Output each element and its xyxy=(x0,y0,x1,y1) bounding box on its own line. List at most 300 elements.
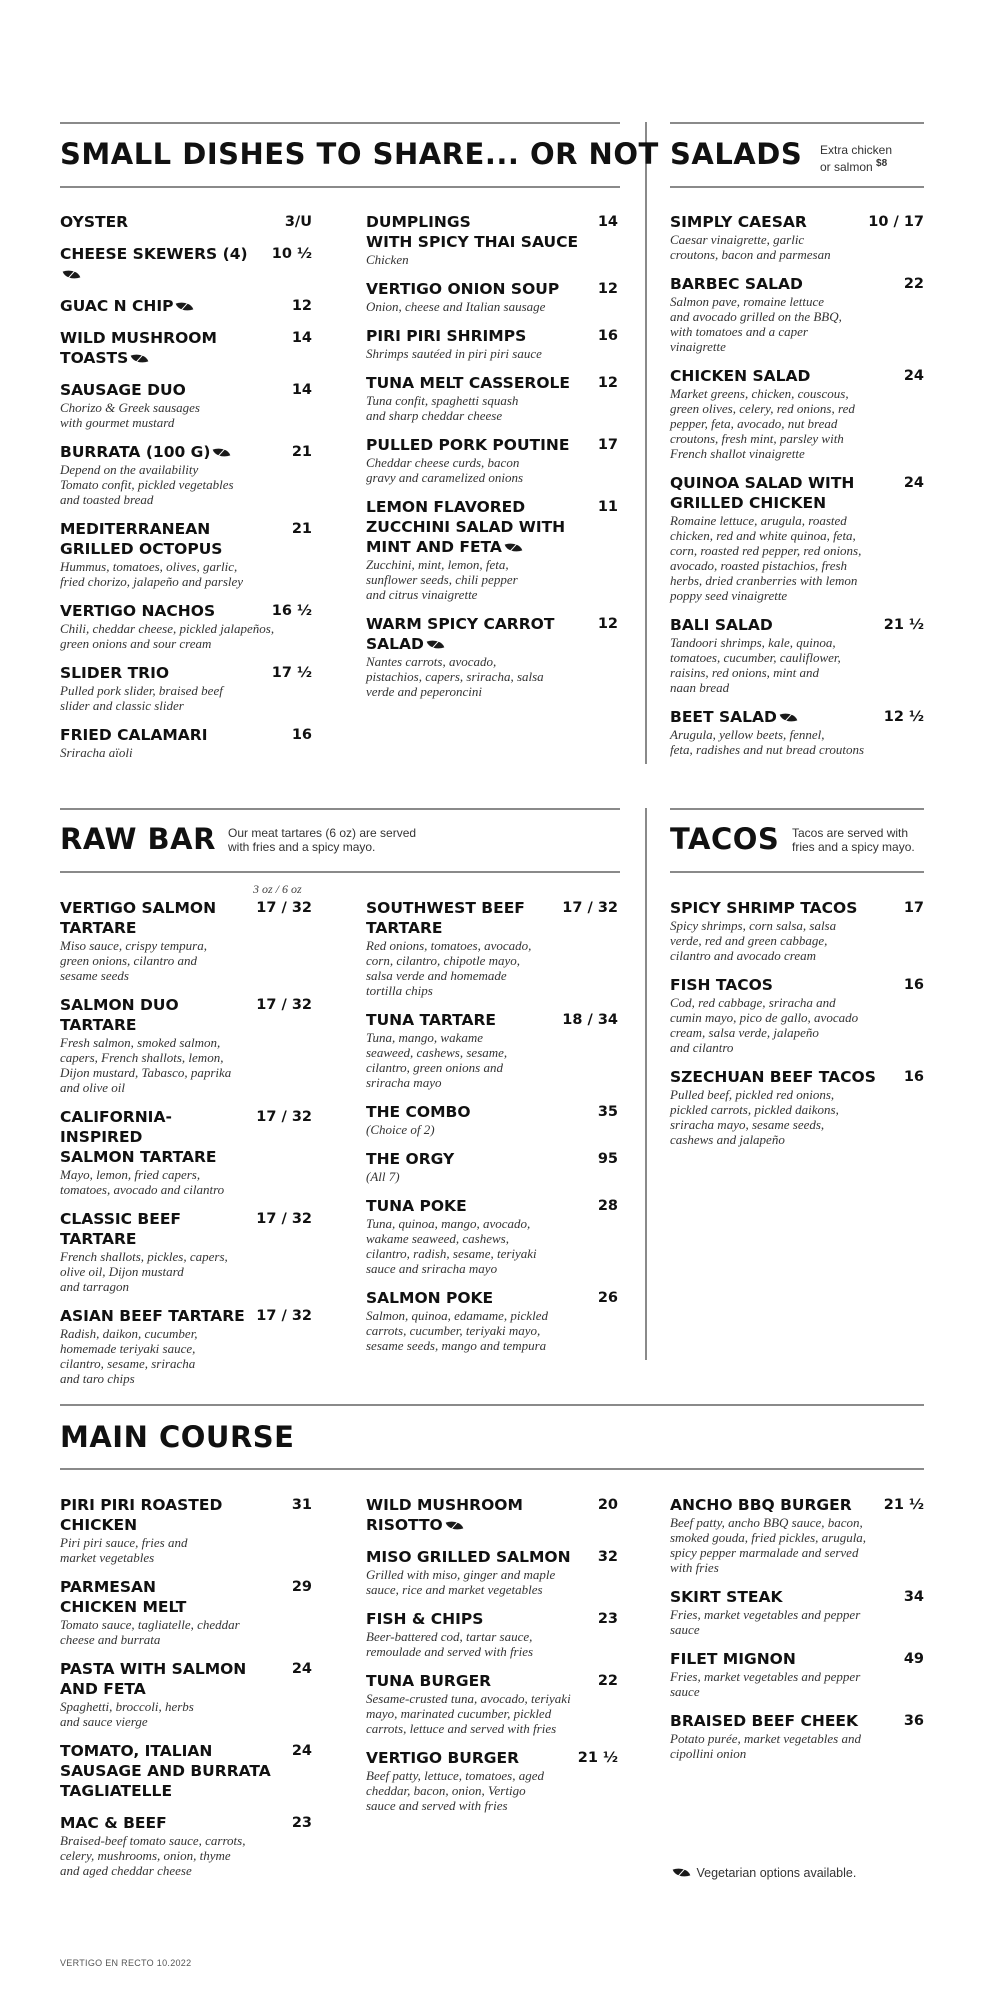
menu-item-price: 22 xyxy=(597,1673,618,1689)
menu-item-name xyxy=(60,1813,175,1833)
salads-title: SALADS xyxy=(670,137,803,171)
menu-item-description: Radish, daikon, cucumber, homemade teriyaki sauce, cilantro, sesame, sriracha and taro chips xyxy=(60,1326,198,1386)
menu-item xyxy=(60,212,312,232)
menu-item xyxy=(60,601,312,651)
menu-item-price: 17 / 32 xyxy=(256,1211,312,1227)
menu-item-name xyxy=(670,1649,804,1669)
menu-item-name xyxy=(366,614,562,654)
menu-item-description: Beef patty, lettuce, tomatoes, aged cheddar, bacon, onion, Vertigo sauce and served with fries xyxy=(366,1768,544,1813)
menu-item-price: 17 / 32 xyxy=(562,900,618,916)
menu-item-name xyxy=(670,707,804,727)
menu-item-price: 14 xyxy=(597,214,618,230)
main-course-col2 xyxy=(366,1495,618,1825)
menu-item-name xyxy=(366,1010,504,1030)
menu-item-name-text: FRIED CALAMARI xyxy=(60,726,208,744)
menu-item-price: 10 ½ xyxy=(271,246,312,262)
menu-item-name-text: SIMPLY CAESAR xyxy=(670,213,807,231)
menu-item-name xyxy=(60,663,177,683)
menu-item-description: Grilled with miso, ginger and maple sauce, rice and market vegetables xyxy=(366,1567,556,1597)
menu-item-name-text: VERTIGO NACHOS xyxy=(60,602,216,620)
raw-bar-col2 xyxy=(366,898,618,1365)
menu-item-name-text: SLIDER TRIO xyxy=(60,664,170,682)
footer-text: VERTIGO EN RECTO 10.2022 xyxy=(60,1958,192,1968)
menu-item-description: Tomato sauce, tagliatelle, cheddar cheese and burrata xyxy=(60,1617,240,1647)
menu-item-name-text: VERTIGO BURGER xyxy=(366,1749,520,1767)
menu-item-description: Miso sauce, crispy tempura, green onions, cilantro and sesame seeds xyxy=(60,938,207,983)
menu-item xyxy=(366,1149,618,1184)
menu-item xyxy=(670,473,924,603)
menu-item-name xyxy=(60,442,237,462)
menu-item-header xyxy=(60,601,312,621)
leaf-icon xyxy=(213,445,231,460)
menu-item-description: Pulled beef, pickled red onions, pickled carrots, pickled daikons, sriracha mayo, sesame seeds, cashews and jalapeño xyxy=(670,1087,839,1147)
menu-item-description: Cheddar cheese curds, bacon gravy and caramelized onions xyxy=(366,455,524,485)
menu-item-name-text: CHICKEN SALAD xyxy=(670,367,811,385)
menu-item-name-text: ASIAN BEEF TARTARE xyxy=(60,1307,245,1325)
menu-item-price: 95 xyxy=(597,1151,618,1167)
menu-item-description: Arugula, yellow beets, fennel, feta, radishes and nut bread croutons xyxy=(670,727,865,757)
menu-item-name-text: PASTA WITH SALMON AND FETA xyxy=(60,1660,247,1698)
top-rule-right xyxy=(670,122,924,124)
menu-item-name xyxy=(670,274,811,294)
menu-item-price: 24 xyxy=(903,368,924,384)
salads-note-text: or salmon xyxy=(820,160,873,174)
menu-item-name-text: SOUTHWEST BEEF TARTARE xyxy=(366,899,525,937)
menu-item-price: 12 xyxy=(597,281,618,297)
small-dishes-col1 xyxy=(60,212,312,772)
menu-item xyxy=(670,274,924,354)
menu-item xyxy=(60,898,312,983)
menu-item-description: Zucchini, mint, lemon, feta, sunflower seeds, chili pepper and citrus vinaigrette xyxy=(366,557,518,602)
menu-item xyxy=(670,975,924,1055)
menu-item-price: 23 xyxy=(291,1815,312,1831)
menu-item xyxy=(60,1741,312,1801)
menu-item-header xyxy=(366,1102,618,1122)
menu-item xyxy=(670,615,924,695)
menu-item-name-text: VERTIGO ONION SOUP xyxy=(366,280,560,298)
menu-item-name-text: FISH TACOS xyxy=(670,976,773,994)
menu-item-description: Chicken xyxy=(366,252,409,267)
menu-item-header xyxy=(670,1067,924,1087)
menu-item-price: 16 ½ xyxy=(271,603,312,619)
menu-item-header xyxy=(60,1306,312,1326)
menu-item-name-text: PULLED PORK POUTINE xyxy=(366,436,570,454)
menu-item-price: 26 xyxy=(597,1290,618,1306)
salads-title-rule xyxy=(670,186,924,188)
raw-bar-top-rule xyxy=(60,808,620,810)
menu-item-price: 21 ½ xyxy=(883,617,924,633)
menu-item-header xyxy=(60,380,312,400)
raw-bar-note-line1: Our meat tartares (6 oz) are served xyxy=(228,826,417,840)
menu-item-header xyxy=(366,212,618,252)
menu-item-name xyxy=(670,975,781,995)
menu-item-name-text: FILET MIGNON xyxy=(670,1650,796,1668)
menu-item-header xyxy=(670,1711,924,1731)
menu-item-price: 22 xyxy=(903,276,924,292)
menu-item-header xyxy=(366,898,618,938)
menu-item-description: Spicy shrimps, corn salsa, salsa verde, red and green cabbage, cilantro and avocado cream xyxy=(670,918,837,963)
menu-item-description: Tuna confit, spaghetti squash and sharp cheddar cheese xyxy=(366,393,519,423)
salads-extra-note xyxy=(820,143,892,174)
menu-item xyxy=(366,1671,618,1736)
menu-item-name-text: MEDITERRANEAN GRILLED OCTOPUS xyxy=(60,520,223,558)
menu-item-header xyxy=(366,1149,618,1169)
menu-item-name xyxy=(60,519,230,559)
menu-item xyxy=(366,373,618,423)
menu-item-description: Pulled pork slider, braised beef slider and classic slider xyxy=(60,683,223,713)
menu-item-header xyxy=(366,1010,618,1030)
menu-item-name-text: TUNA BURGER xyxy=(366,1672,492,1690)
menu-item xyxy=(670,707,924,757)
menu-item-header xyxy=(366,435,618,455)
menu-item-name xyxy=(670,473,862,513)
menu-item-name xyxy=(670,1587,790,1607)
menu-item-header xyxy=(366,1495,618,1535)
menu-item-price: 17 xyxy=(903,900,924,916)
menu-item-header xyxy=(670,1649,924,1669)
menu-item-description: (All 7) xyxy=(366,1169,400,1184)
menu-item-header xyxy=(60,1659,312,1699)
menu-item-description: Piri piri sauce, fries and market vegetables xyxy=(60,1535,188,1565)
menu-item xyxy=(60,1813,312,1878)
menu-item-header xyxy=(60,1813,312,1833)
menu-item-description: Salmon pave, romaine lettuce and avocado grilled on the BBQ, with tomatoes and a caper vinaigrette xyxy=(670,294,842,354)
menu-item-price: 11 xyxy=(597,499,618,515)
menu-item-header xyxy=(670,615,924,635)
menu-item-header xyxy=(60,663,312,683)
menu-item-name xyxy=(60,244,272,284)
menu-item-header xyxy=(366,497,618,557)
menu-item-header xyxy=(60,212,312,232)
main-course-col1 xyxy=(60,1495,312,1890)
menu-item-price: 17 / 32 xyxy=(256,1308,312,1324)
raw-bar-title: RAW BAR xyxy=(60,822,216,856)
salads-list xyxy=(670,212,924,769)
menu-item-name xyxy=(366,1102,479,1122)
menu-item-price: 12 xyxy=(597,375,618,391)
menu-item xyxy=(60,1495,312,1565)
menu-item-header xyxy=(366,1671,618,1691)
menu-item-description: Tuna, mango, wakame seaweed, cashews, sesame, cilantro, green onions and sriracha mayo xyxy=(366,1030,508,1090)
tacos-note xyxy=(792,826,915,854)
menu-item-name xyxy=(60,1107,256,1167)
menu-item-name xyxy=(670,898,865,918)
menu-item-header xyxy=(366,614,618,654)
menu-item-header xyxy=(670,473,924,513)
menu-item-name-text: BALI SALAD xyxy=(670,616,773,634)
vegetarian-note-text: Vegetarian options available. xyxy=(696,1866,857,1880)
menu-item-name-text: PIRI PIRI SHRIMPS xyxy=(366,327,527,345)
menu-item xyxy=(366,1495,618,1535)
menu-item xyxy=(366,1748,618,1813)
menu-item-price: 21 ½ xyxy=(883,1497,924,1513)
menu-item-price: 49 xyxy=(903,1651,924,1667)
menu-item-price: 29 xyxy=(291,1579,312,1595)
menu-item-header xyxy=(670,212,924,232)
menu-item-header xyxy=(366,373,618,393)
menu-item-name-text: DUMPLINGS WITH SPICY THAI SAUCE xyxy=(366,213,579,251)
menu-item-description: Spaghetti, broccoli, herbs and sauce vierge xyxy=(60,1699,194,1729)
menu-item xyxy=(670,1711,924,1761)
leaf-icon xyxy=(505,540,523,555)
menu-item-name xyxy=(60,212,136,232)
menu-item-price: 32 xyxy=(597,1549,618,1565)
menu-item-name-text: GUAC N CHIP xyxy=(60,297,174,315)
menu-item-name-text: WILD MUSHROOM RISOTTO xyxy=(366,1496,523,1534)
menu-item-description: Sesame-crusted tuna, avocado, teriyaki mayo, marinated cucumber, pickled carrots, lettuce and served with fries xyxy=(366,1691,571,1736)
leaf-icon xyxy=(673,1865,691,1880)
menu-item-price: 18 / 34 xyxy=(562,1012,618,1028)
tacos-note-line2: fries and a spicy mayo. xyxy=(792,840,915,854)
raw-bar-title-rule xyxy=(60,871,620,873)
menu-item-name xyxy=(670,1495,860,1515)
column-divider-middle xyxy=(645,808,647,1360)
menu-item-header xyxy=(670,366,924,386)
menu-item xyxy=(60,1659,312,1729)
menu-item-price: 28 xyxy=(597,1198,618,1214)
menu-item-name-text: SZECHUAN BEEF TACOS xyxy=(670,1068,876,1086)
menu-item-name xyxy=(60,1659,254,1699)
menu-item-description: Beef patty, ancho BBQ sauce, bacon, smoked gouda, fried pickles, arugula, spicy pepper marmalade and served with fries xyxy=(670,1515,867,1575)
menu-item xyxy=(60,995,312,1095)
main-course-title-rule xyxy=(60,1468,924,1470)
menu-item-price: 12 xyxy=(597,616,618,632)
top-rule-left xyxy=(60,122,620,124)
menu-item-name-text: OYSTER xyxy=(60,213,129,231)
menu-item-price: 16 xyxy=(291,727,312,743)
menu-item-header xyxy=(366,1196,618,1216)
salads-note-line1: Extra chicken xyxy=(820,143,893,157)
leaf-icon xyxy=(176,299,194,314)
menu-item-header xyxy=(670,1587,924,1607)
leaf-icon xyxy=(427,637,445,652)
small-dishes-title: SMALL DISHES TO SHARE... OR NOT xyxy=(60,137,659,171)
raw-bar-note xyxy=(228,826,416,854)
menu-item xyxy=(60,1577,312,1647)
menu-item-header xyxy=(670,1495,924,1515)
menu-item-price: 21 xyxy=(291,521,312,537)
menu-item-name-text: VERTIGO SALMON TARTARE xyxy=(60,899,217,937)
menu-item-header xyxy=(366,1609,618,1629)
menu-item-name xyxy=(366,435,577,455)
menu-item-name-text: SALMON POKE xyxy=(366,1289,494,1307)
menu-item-name xyxy=(60,1741,279,1801)
menu-item-price: 21 xyxy=(291,444,312,460)
menu-item-name xyxy=(60,1306,253,1326)
menu-item-name xyxy=(60,995,187,1035)
menu-item xyxy=(366,898,618,998)
menu-item-name xyxy=(366,1748,527,1768)
leaf-icon xyxy=(445,1518,463,1533)
menu-item xyxy=(60,1107,312,1197)
menu-item-header xyxy=(366,1288,618,1308)
menu-item xyxy=(670,212,924,262)
menu-item-name-text: MISO GRILLED SALMON xyxy=(366,1548,571,1566)
menu-item-description: Fries, market vegetables and pepper sauce xyxy=(670,1607,861,1637)
raw-bar-size-note: 3 oz / 6 oz xyxy=(253,882,302,896)
menu-item-price: 16 xyxy=(903,1069,924,1085)
menu-item-price: 35 xyxy=(597,1104,618,1120)
menu-item-description: Mayo, lemon, fried capers, tomatoes, avocado and cilantro xyxy=(60,1167,225,1197)
menu-item-description: Tandoori shrimps, kale, quinoa, tomatoes, cucumber, cauliflower, raisins, red onions, mint and naan bread xyxy=(670,635,841,695)
menu-item-description: Braised-beef tomato sauce, carrots, celery, mushrooms, onion, thyme and aged cheddar cheese xyxy=(60,1833,246,1878)
menu-item-description: Fries, market vegetables and pepper sauce xyxy=(670,1669,861,1699)
menu-item xyxy=(60,1209,312,1294)
menu-item-price: 17 ½ xyxy=(271,665,312,681)
menu-item-name-text: FISH & CHIPS xyxy=(366,1610,484,1628)
menu-item-description: Salmon, quinoa, edamame, pickled carrots, cucumber, teriyaki mayo, sesame seeds, mango and tempura xyxy=(366,1308,548,1353)
menu-item-name xyxy=(366,212,586,252)
menu-item-description: Caesar vinaigrette, garlic croutons, bacon and parmesan xyxy=(670,232,831,262)
menu-item-header xyxy=(60,1741,312,1801)
menu-item-description: Onion, cheese and Italian sausage xyxy=(366,299,546,314)
menu-item-name-text: SKIRT STEAK xyxy=(670,1588,783,1606)
menu-item xyxy=(366,435,618,485)
menu-item-price: 24 xyxy=(291,1743,312,1759)
tacos-list xyxy=(670,898,924,1159)
menu-item-name xyxy=(670,366,818,386)
menu-item-price: 17 xyxy=(597,437,618,453)
raw-bar-note-line2: with fries and a spicy mayo. xyxy=(228,840,376,854)
menu-item-header xyxy=(60,995,312,1035)
menu-item-name-text: CHEESE SKEWERS (4) xyxy=(60,245,248,263)
menu-item-name xyxy=(366,1671,499,1691)
menu-item xyxy=(366,279,618,314)
menu-item-name-text: LEMON FLAVORED ZUCCHINI SALAD WITH MINT AND FETA xyxy=(366,498,566,556)
menu-item-name xyxy=(60,725,216,745)
menu-item xyxy=(60,328,312,368)
vegetarian-note xyxy=(670,1866,856,1880)
menu-item-name-text: BRAISED BEEF CHEEK xyxy=(670,1712,859,1730)
menu-item-name-text: BEET SALAD xyxy=(670,708,777,726)
menu-item-header xyxy=(670,975,924,995)
menu-item-header xyxy=(670,707,924,727)
menu-item xyxy=(670,366,924,461)
menu-item-name-text: THE ORGY xyxy=(366,1150,455,1168)
menu-item-description: Market greens, chicken, couscous, green olives, celery, red onions, red pepper, feta, avocado, nut bread croutons, fresh mint, parsley with French shallot vinaigrette xyxy=(670,386,855,461)
raw-bar-col1 xyxy=(60,898,312,1398)
menu-item-description: Hummus, tomatoes, olives, garlic, fried chorizo, jalapeño and parsley xyxy=(60,559,244,589)
menu-item-price: 14 xyxy=(291,382,312,398)
menu-item xyxy=(670,1495,924,1575)
small-dishes-title-rule xyxy=(60,186,620,188)
menu-item xyxy=(366,1609,618,1659)
menu-item xyxy=(670,1587,924,1637)
menu-item-name-text: CALIFORNIA-INSPIRED SALMON TARTARE xyxy=(60,1108,217,1166)
menu-item-name-text: PARMESAN CHICKEN MELT xyxy=(60,1578,187,1616)
menu-item-name xyxy=(366,898,533,938)
menu-item-description: Depend on the availability Tomato confit, pickled vegetables and toasted bread xyxy=(60,462,234,507)
menu-item-name-text: PIRI PIRI ROASTED CHICKEN xyxy=(60,1496,223,1534)
menu-item-description: Sriracha aïoli xyxy=(60,745,133,760)
menu-item-name xyxy=(60,328,225,368)
menu-item-name xyxy=(60,296,200,316)
menu-item-name-text: BURRATA (100 G) xyxy=(60,443,211,461)
menu-item xyxy=(670,1649,924,1699)
menu-item xyxy=(60,725,312,760)
leaf-icon xyxy=(780,710,798,725)
menu-item xyxy=(366,1196,618,1276)
menu-item-name xyxy=(366,1547,579,1567)
menu-item-name-text: SPICY SHRIMP TACOS xyxy=(670,899,858,917)
tacos-title-rule xyxy=(670,871,924,873)
menu-item-description: Chorizo & Greek sausages with gourmet mustard xyxy=(60,400,200,430)
menu-item xyxy=(60,380,312,430)
menu-item-header xyxy=(366,326,618,346)
menu-item-header xyxy=(60,725,312,745)
menu-item-header xyxy=(60,519,312,559)
menu-item-price: 17 / 32 xyxy=(256,1109,312,1125)
menu-item-price: 17 / 32 xyxy=(256,997,312,1013)
menu-item-price: 36 xyxy=(903,1713,924,1729)
menu-item xyxy=(670,898,924,963)
menu-item-header xyxy=(60,1107,312,1167)
main-course-top-rule xyxy=(60,1404,924,1406)
menu-item-name xyxy=(670,212,815,232)
menu-item-header xyxy=(60,898,312,938)
menu-item-name-text: TOMATO, ITALIAN SAUSAGE AND BURRATA TAGLIATELLE xyxy=(60,1742,271,1800)
menu-item-name-text: ANCHO BBQ BURGER xyxy=(670,1496,852,1514)
menu-item-name-text: SAUSAGE DUO xyxy=(60,381,186,399)
menu-item-price: 12 xyxy=(291,298,312,314)
menu-item xyxy=(60,442,312,507)
menu-item-header xyxy=(366,1547,618,1567)
menu-item-price: 3/U xyxy=(284,214,312,230)
menu-item-header xyxy=(366,279,618,299)
leaf-icon xyxy=(131,351,149,366)
main-course-col3 xyxy=(670,1495,924,1773)
menu-item-price: 20 xyxy=(597,1497,618,1513)
menu-item-name xyxy=(60,1495,230,1535)
menu-item-price: 34 xyxy=(903,1589,924,1605)
menu-item-name-text: TUNA TARTARE xyxy=(366,1011,497,1029)
menu-item xyxy=(670,1067,924,1147)
menu-item-name-text: QUINOA SALAD WITH GRILLED CHICKEN xyxy=(670,474,855,512)
menu-item-name-text: SALMON DUO TARTARE xyxy=(60,996,179,1034)
salads-note-line2 xyxy=(820,157,892,174)
menu-item-name xyxy=(366,1149,462,1169)
menu-item-header xyxy=(60,244,312,284)
menu-item-description: Red onions, tomatoes, avocado, corn, cilantro, chipotle mayo, salsa verde and homemade tortilla chips xyxy=(366,938,532,998)
menu-item-name-text: WARM SPICY CARROT SALAD xyxy=(366,615,555,653)
menu-item-name xyxy=(60,898,224,938)
menu-item-name xyxy=(366,1196,475,1216)
menu-item-price: 31 xyxy=(291,1497,312,1513)
menu-item-name xyxy=(670,1067,884,1087)
menu-item xyxy=(60,244,312,284)
menu-item-price: 24 xyxy=(903,475,924,491)
menu-item-name xyxy=(60,380,194,400)
menu-item-price: 16 xyxy=(903,977,924,993)
menu-item-name-text: TUNA MELT CASSEROLE xyxy=(366,374,570,392)
menu-item-name xyxy=(670,1711,866,1731)
menu-item-name xyxy=(60,1577,194,1617)
menu-item-price: 17 / 32 xyxy=(256,900,312,916)
menu-item-name-text: CLASSIC BEEF TARTARE xyxy=(60,1210,181,1248)
menu-item-name-text: BARBEC SALAD xyxy=(670,275,803,293)
menu-item-price: 12 ½ xyxy=(883,709,924,725)
menu-item xyxy=(60,519,312,589)
menu-item xyxy=(366,497,618,602)
menu-item-header xyxy=(670,898,924,918)
menu-item-name xyxy=(366,1609,491,1629)
leaf-icon xyxy=(63,267,81,282)
menu-item-name-text: MAC & BEEF xyxy=(60,1814,167,1832)
menu-item-price: 23 xyxy=(597,1611,618,1627)
menu-item-name xyxy=(60,1209,256,1249)
tacos-top-rule xyxy=(670,808,924,810)
menu-item-description: Cod, red cabbage, sriracha and cumin mayo, pico de gallo, avocado cream, salsa verde, jalapeño and cilantro xyxy=(670,995,859,1055)
